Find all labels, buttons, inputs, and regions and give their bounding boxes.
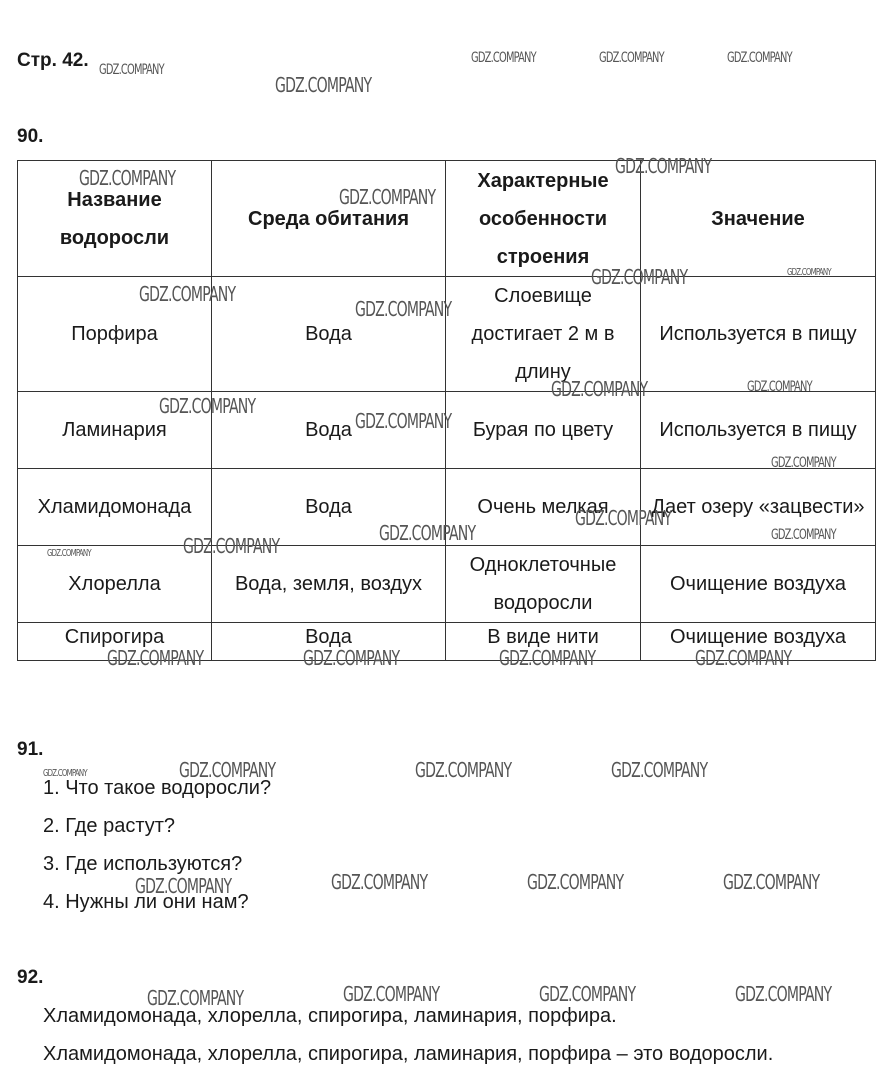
watermark: GDZ.COMPANY: [723, 870, 820, 894]
cell-name: Хламидомонада: [18, 469, 212, 546]
cell-structure: В виде нити: [446, 623, 641, 661]
cell-structure: Слоевище достигает 2 м в длину: [446, 277, 641, 392]
watermark: GDZ.COMPANY: [539, 982, 636, 1006]
watermark: GDZ.COMPANY: [747, 379, 812, 395]
watermark: GDZ.COMPANY: [787, 267, 831, 278]
watermark: GDZ.COMPANY: [47, 548, 91, 559]
watermark: GDZ.COMPANY: [179, 758, 276, 782]
table-row: [18, 277, 876, 392]
algae-table: [17, 160, 876, 661]
watermark: GDZ.COMPANY: [139, 282, 236, 306]
table-row: [18, 469, 876, 546]
list-item: 2. Где растут?: [43, 815, 175, 837]
watermark: GDZ.COMPANY: [107, 646, 204, 670]
watermark: GDZ.COMPANY: [339, 185, 436, 209]
cell-habitat: Вода: [212, 392, 446, 469]
page-title: Стр. 42.: [17, 50, 89, 71]
cell-structure: Одноклеточные водоросли: [446, 546, 641, 623]
table-header-row: [18, 161, 876, 277]
header-name: Название водоросли: [18, 161, 212, 277]
cell-significance: Используется в пищу: [641, 277, 876, 392]
cell-habitat: Вода: [212, 469, 446, 546]
watermark: GDZ.COMPANY: [551, 377, 648, 401]
cell-structure: Бурая по цвету: [446, 392, 641, 469]
cell-name: Порфира: [18, 277, 212, 392]
list-item: 3. Где используются?: [43, 853, 243, 875]
watermark: GDZ.COMPANY: [135, 874, 232, 898]
list-item: 1. Что такое водоросли?: [43, 777, 272, 799]
watermark: GDZ.COMPANY: [355, 297, 452, 321]
watermark: GDZ.COMPANY: [275, 73, 372, 97]
cell-name: Ламинария: [18, 392, 212, 469]
question-list: [43, 771, 271, 923]
watermark: GDZ.COMPANY: [499, 646, 596, 670]
watermark: GDZ.COMPANY: [771, 527, 836, 543]
table-row: [18, 623, 876, 661]
watermark: GDZ.COMPANY: [379, 521, 476, 545]
watermark: GDZ.COMPANY: [615, 154, 712, 178]
watermark: GDZ.COMPANY: [591, 265, 688, 289]
watermark: GDZ.COMPANY: [99, 62, 164, 78]
watermark: GDZ.COMPANY: [471, 50, 536, 66]
answer-line-1: Хламидомонада, хлорелла, спирогира, ламинария, порфира.: [43, 1005, 617, 1027]
watermark: GDZ.COMPANY: [343, 982, 440, 1006]
watermark: GDZ.COMPANY: [183, 534, 280, 558]
table-row: [18, 546, 876, 623]
cell-significance: Дает озеру «зацвести»: [641, 469, 876, 546]
cell-significance: Очищение воздуха: [641, 546, 876, 623]
watermark: GDZ.COMPANY: [575, 506, 672, 530]
header-structure: Характерные особенности строения: [446, 161, 641, 277]
header-habitat: Среда обитания: [212, 161, 446, 277]
watermark: GDZ.COMPANY: [611, 758, 708, 782]
watermark: GDZ.COMPANY: [771, 455, 836, 471]
watermark: GDZ.COMPANY: [415, 758, 512, 782]
exercise-90-number: 90.: [17, 126, 44, 147]
watermark: GDZ.COMPANY: [355, 409, 452, 433]
table-row: [18, 392, 876, 469]
watermark: GDZ.COMPANY: [159, 394, 256, 418]
cell-habitat: Вода: [212, 623, 446, 661]
header-significance: Значение: [641, 161, 876, 277]
watermark: GDZ.COMPANY: [303, 646, 400, 670]
watermark: GDZ.COMPANY: [527, 870, 624, 894]
cell-significance: Используется в пищу: [641, 392, 876, 469]
answer-line-2: Хламидомонада, хлорелла, спирогира, ламинария, порфира – это водоросли.: [43, 1043, 774, 1065]
list-item: 4. Нужны ли они нам?: [43, 891, 249, 913]
watermark: GDZ.COMPANY: [599, 50, 664, 66]
exercise-91-number: 91.: [17, 739, 44, 760]
cell-habitat: Вода: [212, 277, 446, 392]
cell-name: Спирогира: [18, 623, 212, 661]
watermark: GDZ.COMPANY: [79, 166, 176, 190]
cell-name: Хлорелла: [18, 546, 212, 623]
watermark: GDZ.COMPANY: [735, 982, 832, 1006]
watermark: GDZ.COMPANY: [331, 870, 428, 894]
cell-habitat: Вода, земля, воздух: [212, 546, 446, 623]
watermark: GDZ.COMPANY: [695, 646, 792, 670]
watermark: GDZ.COMPANY: [727, 50, 792, 66]
cell-structure: Очень мелкая: [446, 469, 641, 546]
exercise-92-number: 92.: [17, 967, 44, 988]
watermark: GDZ.COMPANY: [147, 986, 244, 1010]
cell-significance: Очищение воздуха: [641, 623, 876, 661]
watermark: GDZ.COMPANY: [43, 768, 87, 779]
